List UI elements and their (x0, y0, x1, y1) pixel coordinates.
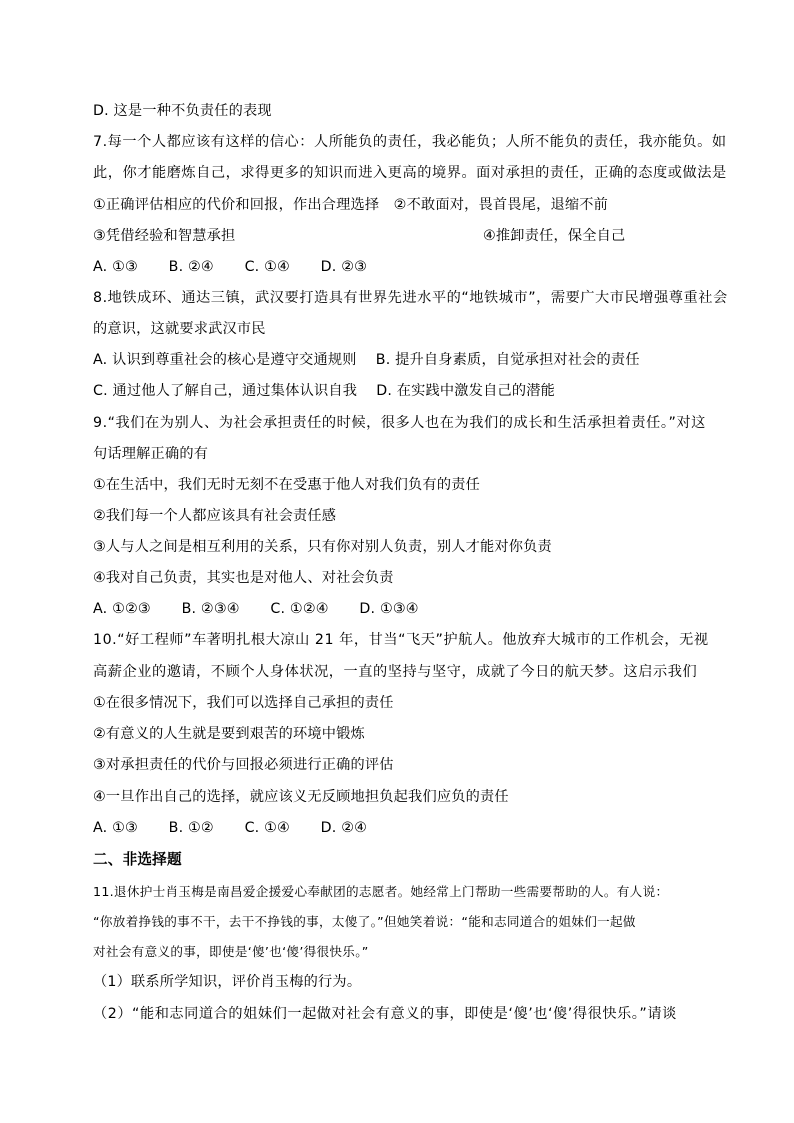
q9-option-d: D. ①③④ (359, 601, 419, 617)
q9-statement-4: ④我对自己负责，其实也是对他人、对社会负责 (93, 570, 394, 586)
q9-option-c: C. ①②④ (270, 601, 329, 617)
q9-statement-2: ②我们每一个人都应该具有社会责任感 (93, 508, 337, 524)
q11-subquestion-2: （2）“能和志同道合的姐妹们一起做对社会有意义的事，即使是‘傻’也‘傻’得很快乐。”请谈 (93, 1006, 677, 1022)
q11-stem-line-3: 对社会有意义的事，即使是‘傻’也‘傻’得很快乐。” (93, 944, 369, 959)
q7-statements-3-4 (93, 226, 626, 246)
q10-statement-3: ③对承担责任的代价与回报必须进行正确的评估 (93, 757, 394, 773)
q10-option-d: D. ②④ (320, 820, 368, 836)
q11-stem-line-1: 11.退休护士肖玉梅是南昌爱企援爱心奉献团的志愿者。她经常上门帮助一些需要帮助的人。有人说： (93, 884, 669, 899)
q8-stem-line-1: 8.地铁成环、通达三镇，武汉要打造具有世界先进水平的“地铁城市”，需要广大市民增强尊重社会 (93, 290, 728, 306)
section-title-non-choice: 二、非选择题 (93, 851, 182, 868)
q10-statement-4: ④一旦作出自己的选择，就应该义无反顾地担负起我们应负的责任 (93, 789, 509, 805)
q9-option-a: A. ①②③ (93, 601, 151, 617)
q9-stem-line-2: 句话理解正确的有 (93, 446, 209, 462)
q7-option-d: D. ②③ (320, 259, 368, 275)
q7-stem-line-1: 7.每一个人都应该有这样的信心：人所能负的责任，我必能负；人所不能负的责任，我亦能负。如 (93, 134, 727, 150)
q9-options (93, 599, 445, 619)
q11-stem-line-2: “你放着挣钱的事不干，去干不挣钱的事，太傻了。”但她笑着说：“能和志同道合的姐妹们一起做 (93, 914, 636, 929)
q9-option-b: B. ②③④ (181, 601, 240, 617)
q10-option-b: B. ①② (168, 820, 214, 836)
q9-statement-3: ③人与人之间是相互利用的关系，只有你对别人负责，别人才能对你负责 (93, 539, 552, 555)
q10-option-a: A. ①③ (93, 820, 138, 836)
q7-option-a: A. ①③ (93, 259, 138, 275)
q7-statements-1-2: ①正确评估相应的代价和回报，作出合理选择 ②不敢面对，畏首畏尾，退缩不前 (93, 197, 609, 213)
q6-option-d: D. 这是一种不负责任的表现 (93, 103, 272, 119)
q7-option-b: B. ②④ (168, 259, 214, 275)
q10-statement-2: ②有意义的人生就是要到艰苦的环境中锻炼 (93, 726, 365, 742)
q10-statement-1: ①在很多情况下，我们可以选择自己承担的责任 (93, 695, 394, 711)
q10-options (93, 818, 393, 838)
q7-stem-line-2: 此，你才能磨炼自己，求得更多的知识而进入更高的境界。面对承担的责任，正确的态度或做法是 (93, 165, 727, 181)
q8-stem-line-2: 的意识，这就要求武汉市民 (93, 321, 266, 337)
q9-stem-line-1: 9.“我们在为别人、为社会承担责任的时候，很多人也在为我们的成长和生活承担着责任。”对这 (93, 415, 706, 431)
q7-option-c: C. ①④ (244, 259, 290, 275)
q8-options-c-d: C. 通过他人了解自己，通过集体认识自我 D. 在实践中激发自己的潜能 (93, 383, 556, 399)
q10-stem-line-1: 10.“好工程师”车著明扎根大凉山 21 年，甘当“飞天”护航人。他放弃大城市的工作机会，无视 (93, 632, 709, 648)
q7-options (93, 257, 393, 277)
q7-statement-4: ④推卸责任，保全自己 (483, 228, 626, 244)
q7-statement-3: ③凭借经验和智慧承担 (93, 228, 236, 244)
q10-option-c: C. ①④ (244, 820, 290, 836)
q9-statement-1: ①在生活中，我们无时无刻不在受惠于他人对我们负有的责任 (93, 477, 480, 493)
q10-stem-line-2: 高薪企业的邀请，不顾个人身体状况，一直的坚持与坚守，成就了今日的航天梦。这启示我们 (93, 664, 698, 680)
q8-options-a-b: A. 认识到尊重社会的核心是遵守交通规则 B. 提升自身素质，自觉承担对社会的责任 (93, 352, 640, 368)
q11-subquestion-1: （1）联系所学知识，评价肖玉梅的行为。 (93, 974, 362, 990)
